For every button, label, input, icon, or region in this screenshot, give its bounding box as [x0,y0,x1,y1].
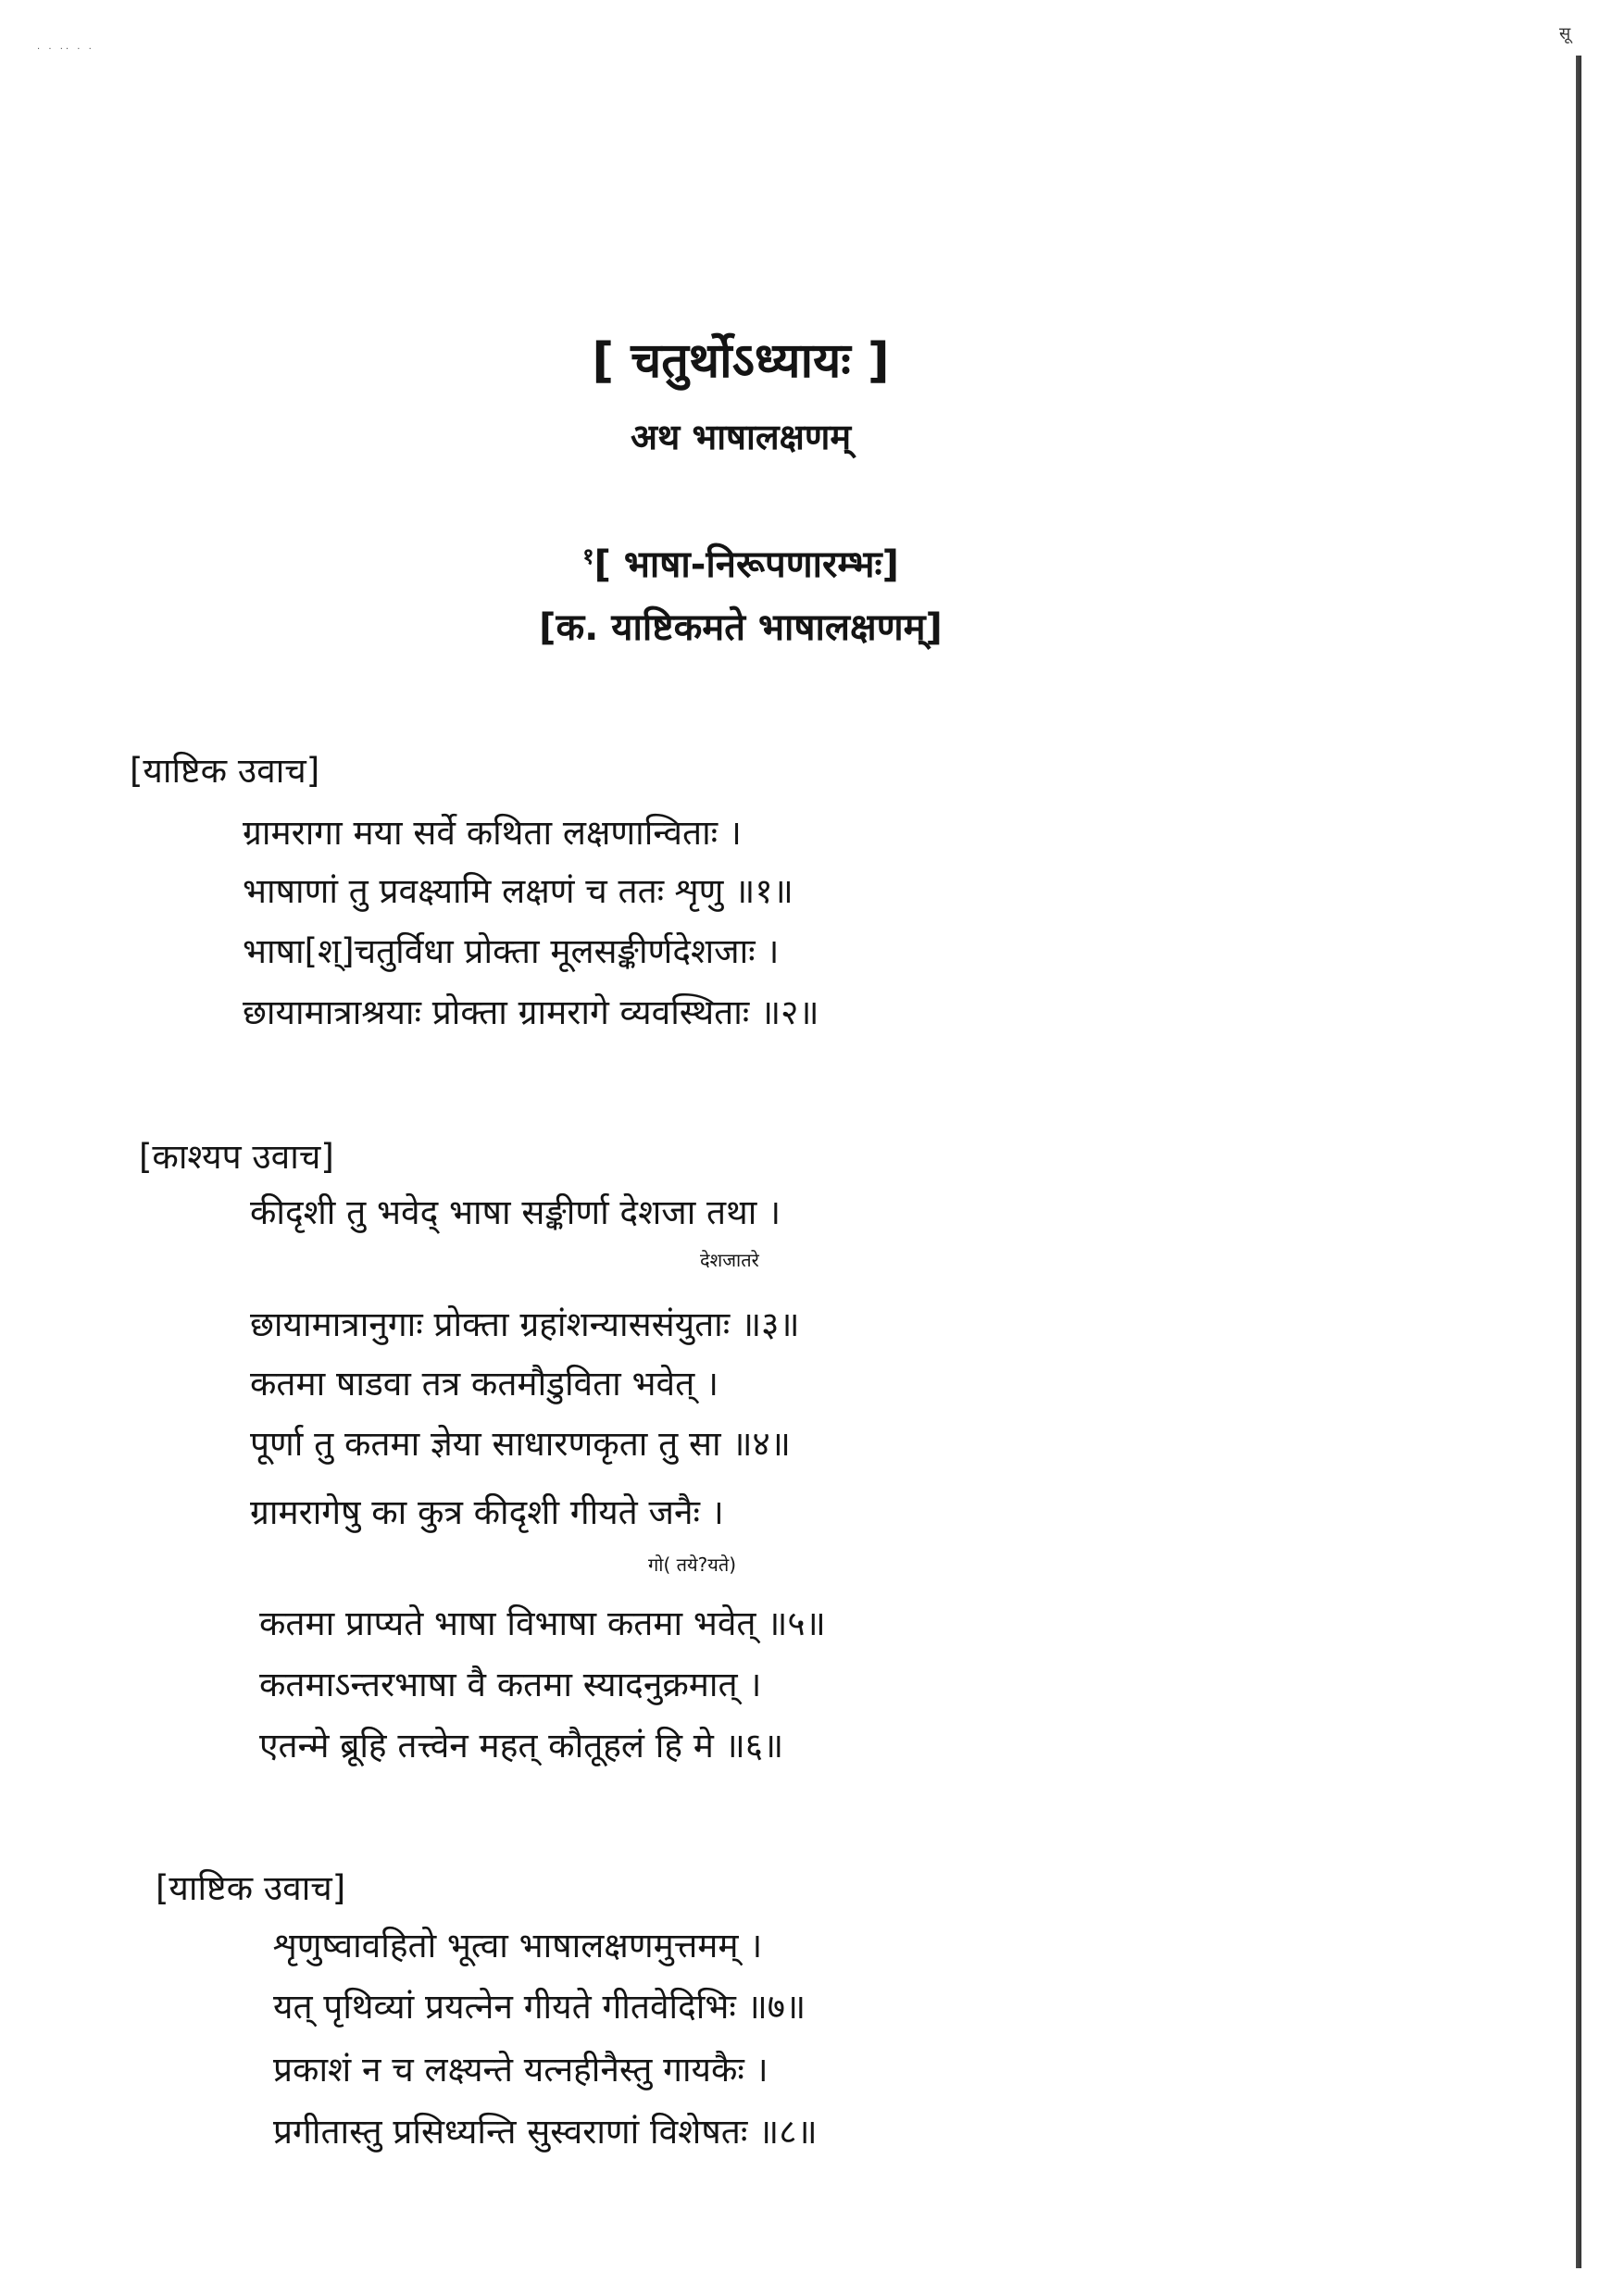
section-title [0,537,1481,588]
verse-line: पूर्णा तु कतमा ज्ञेया साधारणकृता तु सा ॥४॥ [250,1424,791,1464]
corner-mark: सू [1559,24,1571,44]
section-title-text: [ भाषा-निरूपणारम्भः] [594,543,899,586]
verse-line: भाषा[श्]चतुर्विधा प्रोक्ता मूलसङ्कीर्णदेशजाः । [243,931,780,971]
chapter-subtitle: अथ भाषालक्षणम् [630,417,852,457]
speaker-label: [काश्यप उवाच] [139,1137,334,1177]
verse-line: प्रगीतास्तु प्रसिध्यन्ति सुस्वराणां विशेषतः ॥८॥ [273,2112,818,2152]
speaker-label: [याष्टिक उवाच] [156,1868,346,1908]
verse-line: ग्रामरागेषु का कुत्र कीदृशी गीयते जनैः । [250,1492,724,1532]
verse-line: प्रकाशं न च लक्ष्यन्ते यत्नहीनैस्तु गायकैः । [273,2050,769,2090]
verse-line: कतमा षाडवा तत्र कतमौडुविता भवेत् । [250,1364,719,1404]
variant-note: गो( तये?यते) [648,1554,737,1576]
speaker-label: [याष्टिक उवाच] [130,751,320,791]
page-binding-edge [1576,56,1581,2268]
verse-line: कीदृशी तु भवेद् भाषा सङ्कीर्णा देशजा तथा । [250,1192,781,1232]
section-subtitle: [क. याष्टिकमते भाषालक्षणम्] [539,606,943,649]
scan-noise: · · ·· · · [37,44,94,55]
verse-line: कतमाऽन्तरभाषा वै कतमा स्यादनुक्रमात् । [259,1665,762,1704]
verse-line: छायामात्रानुगाः प्रोक्ता ग्रहांशन्याससंयुताः ॥३॥ [250,1304,800,1344]
footnote-marker: १ [582,543,594,569]
verse-line: भाषाणां तु प्रवक्ष्यामि लक्षणं च ततः शृणु ॥१॥ [243,871,794,911]
variant-note: देशजातरे [700,1249,759,1271]
verse-line: शृणुष्वावहितो भूत्वा भाषालक्षणमुत्तमम् । [273,1926,763,1965]
chapter-title: [ चतुर्थोऽध्यायः ] [592,333,890,389]
verse-line: यत् पृथिव्यां प्रयत्नेन गीयते गीतवेदिभिः ॥७॥ [273,1987,806,2027]
verse-line: छायामात्राश्रयाः प्रोक्ता ग्रामरागे व्यवस्थिताः ॥२॥ [243,992,819,1032]
verse-line: कतमा प्राप्यते भाषा विभाषा कतमा भवेत् ॥५॥ [259,1603,826,1643]
verse-line: ग्रामरागा मया सर्वे कथिता लक्षणान्विताः । [243,813,742,853]
verse-line: एतन्मे ब्रूहि तत्त्वेन महत् कौतूहलं हि मे ॥६॥ [259,1726,784,1766]
